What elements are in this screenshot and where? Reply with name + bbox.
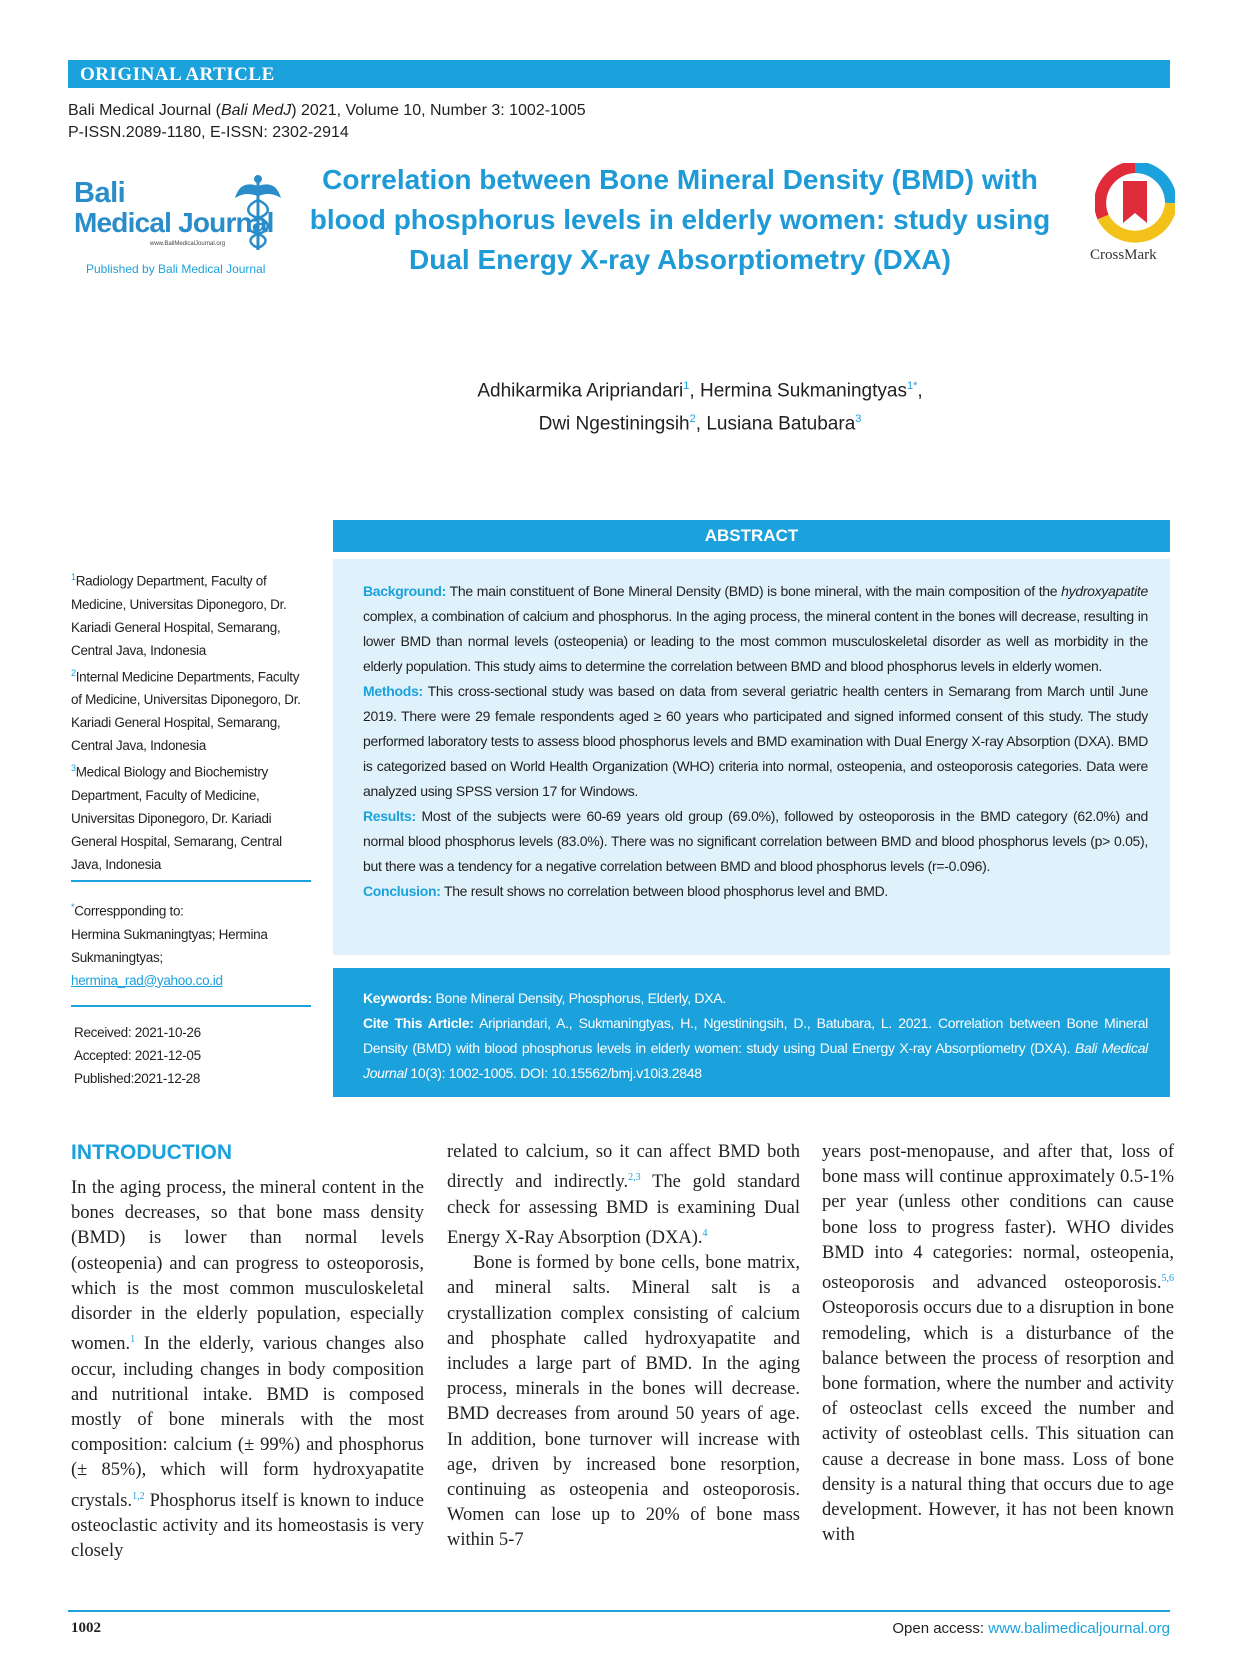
- background-text: The main constituent of Bone Mineral Density (BMD) is bone mineral, with the main composition of the: [449, 583, 1058, 599]
- body-text: In the aging process, the mineral content in the bones decreases, so that bone mass density (BMD) is lower than normal levels (osteopenia) and can progress to osteoporosis, which is the most common musculoskeletal disorder in the elderly population, especially women.: [71, 1178, 424, 1355]
- body-column-1: [71, 1176, 424, 1564]
- logo-line1: Bali: [74, 177, 126, 209]
- author-affil-ref: 3: [855, 413, 862, 426]
- cite-label: Cite This Article:: [363, 1015, 474, 1031]
- journal-info: Bali Medical Journal (Bali MedJ) 2021, Volume 10, Number 3: 1002-1005 P-ISSN.2089-1180, E-ISSN: 2302-2914: [68, 100, 586, 144]
- affiliation-2: [71, 662, 311, 758]
- affil-num: 3: [71, 763, 76, 773]
- published-by: Published by Bali Medical Journal: [86, 262, 266, 276]
- citation-ref[interactable]: 4: [702, 1227, 708, 1239]
- keywords-label: Keywords:: [363, 990, 432, 1006]
- introduction-heading: INTRODUCTION: [71, 1141, 232, 1164]
- background-text-cont: complex, a combination of calcium and phosphorus. In the aging process, the mineral content in the bones will decrease, resulting in lower BMD than normal levels (osteopenia) or leading to the most common musculoskeletal disorder as well as morbidity in the elderly population. This study aims to determine the correlation between BMD and blood phosphorus levels in elderly women.: [363, 608, 1148, 674]
- corresponding-author: [71, 896, 311, 992]
- journal-name: Bali Medical Journal: [68, 102, 212, 119]
- logo-url: www.BaliMedicalJournal.org: [150, 241, 226, 247]
- cite-doi: 10(3): 1002-1005. DOI: 10.15562/bmj.v10i3.2848: [410, 1065, 702, 1081]
- page-number: 1002: [71, 1620, 101, 1636]
- affil-text: Radiology Department, Faculty of Medicine, Universitas Diponegoro, Dr. Kariadi General Hospital, Semarang, Central Java, Indonesia: [71, 573, 287, 658]
- crossmark-icon: [1095, 163, 1175, 243]
- author-name: Adhikarmika Aripriandari: [477, 380, 684, 402]
- author-affil-ref: 1*: [906, 380, 918, 392]
- author-name: Dwi Ngestiningsih: [538, 413, 690, 435]
- article-title: Correlation between Bone Mineral Density (BMD) with blood phosphorus levels in elderly women: study using Dual Energy X-ray Absorptiometry (DXA): [309, 164, 1051, 275]
- affiliation-3: [71, 757, 311, 876]
- body-column-3: [822, 1140, 1174, 1548]
- article-type-band: [68, 60, 1170, 88]
- methods-text: This cross-sectional study was based on data from several geriatric health centers in Semarang from March until June 2019. There were 29 female respondents aged ≥ 60 years who participated and signed informed consent of this study. The study performed laboratory tests to assess blood phosphorus levels and BMD examination with Dual Energy X-ray Absorption (DXA). BMD is categorized based on World Health Organization (WHO) criteria into normal, osteopenia, and osteoporosis categories. Data were analyzed using SPSS version 17 for Windows.: [363, 683, 1148, 799]
- citation-ref[interactable]: 5,6: [1161, 1273, 1174, 1285]
- article-type: ORIGINAL ARTICLE: [80, 64, 275, 85]
- background-italic: hydroxyapatite: [1061, 583, 1148, 599]
- abstract-methods: [363, 679, 1148, 804]
- received-date: Received: 2021-10-26: [74, 1025, 201, 1040]
- body-text: Phosphorus itself is known to induce osteoclastic activity and its homeostasis is very closely: [71, 1490, 424, 1562]
- accepted-date: Accepted: 2021-12-05: [74, 1048, 201, 1063]
- body-text: related to calcium, so it can affect BMD both directly and indirectly.: [447, 1142, 800, 1193]
- citation-ref[interactable]: 1: [130, 1334, 136, 1346]
- affiliations: [71, 566, 311, 876]
- methods-label: Methods:: [363, 683, 423, 699]
- conclusion-text: The result shows no correlation between blood phosphorus level and BMD.: [443, 883, 889, 899]
- journal-issn: P-ISSN.2089-1180, E-ISSN: 2302-2914: [68, 124, 349, 141]
- journal-abbrev: Bali MedJ: [220, 102, 292, 119]
- author-name: Hermina Sukmaningtyas: [699, 380, 907, 402]
- sidebar-divider: [71, 1005, 311, 1007]
- author-name: Lusiana Batubara: [706, 413, 856, 435]
- results-label: Results:: [363, 808, 416, 824]
- journal-citation: 2021, Volume 10, Number 3: 1002-1005: [301, 102, 586, 119]
- citation-ref[interactable]: 2,3: [628, 1172, 641, 1184]
- journal-logo: [70, 178, 280, 283]
- open-access-label: Open access:: [892, 1620, 985, 1637]
- author-affil-ref: 2: [689, 413, 696, 426]
- published-date: Published:2021-12-28: [74, 1071, 201, 1086]
- cite-line: [363, 1011, 1148, 1086]
- body-text: In the elderly, various changes also occur, including changes in body composition and nutritional intake. BMD is composed mostly of bone minerals with the most composition: calcium (± 99%) and phosphorus (± 85%), which will form hydroxyapatite crystals.: [71, 1334, 424, 1511]
- body-text: Osteoporosis occurs due to a disruption in bone remodeling, which is a disturbance of the balance between the process of resorption and bone formation, where the number and activity of osteoclast cells exceed the number and activity of osteoblast cells. This situation can cause a decrease in bone mass. Loss of bone density is a natural thing that occurs due to age development. However, it has not been known with: [822, 1298, 1174, 1546]
- footer-rule: [68, 1610, 1170, 1612]
- sidebar-divider: [71, 880, 311, 882]
- corr-email-link[interactable]: hermina_rad@yahoo.co.id: [71, 972, 223, 988]
- cite-text: Aripriandari, A., Sukmaningtyas, H., Ngestiningsih, D., Batubara, L. 2021. Correlation between Bone Mineral Density (BMD) with blood phosphorus levels in elderly women: study using Dual Energy X-ray Absorptiometry (DXA).: [363, 1015, 1148, 1056]
- keywords-box: [333, 968, 1170, 1097]
- abstract-background: [363, 579, 1148, 679]
- body-text: The gold standard check for assessing BMD is examining Dual Energy X-Ray Absorption (DXA).: [447, 1172, 801, 1248]
- abstract-body: [333, 559, 1170, 955]
- author-affil-ref: 1: [683, 380, 690, 392]
- caduceus-icon: [235, 172, 281, 252]
- affil-text: Internal Medicine Departments, Faculty of Medicine, Universitas Diponegoro, Dr. Kariadi General Hospital, Semarang, Central Java, Indonesia: [71, 669, 301, 753]
- keywords-line: [363, 986, 1148, 1011]
- affil-num: 2: [71, 667, 76, 678]
- abstract-heading: ABSTRACT: [333, 520, 1170, 552]
- affiliation-1: [71, 566, 311, 662]
- keywords-text: Bone Mineral Density, Phosphorus, Elderly, DXA.: [435, 990, 726, 1006]
- body-text: years post-menopause, and after that, loss of bone mass will continue approximately 0.5-1% per year (unless other conditions can cause bone loss to progress faster). WHO divides BMD into 4 categories: normal, osteopenia, osteoporosis and advanced osteoporosis.: [822, 1142, 1174, 1294]
- conclusion-label: Conclusion:: [363, 883, 441, 899]
- body-column-2: [447, 1140, 800, 1554]
- open-access: [892, 1620, 1170, 1637]
- abstract-conclusion: [363, 879, 1148, 904]
- affil-text: Medical Biology and Biochemistry Department, Faculty of Medicine, Universitas Diponegoro, Dr. Kariadi General Hospital, Semarang, Central Java, Indonesia: [71, 764, 282, 872]
- body-text: Bone is formed by bone cells, bone matrix, and mineral salts. Mineral salt is a crystallization complex consisting of calcium and phosphate called hydroxyapatite and includes a large part of BMD. In the aging process, minerals in the bones will decrease. BMD decreases from around 50 years of age. In addition, bone turnover will increase with age, driven by increased bone resorption, continuing as osteopenia and osteoporosis. Women can lose up to 20% of bone mass within 5-7: [447, 1253, 800, 1551]
- background-label: Background:: [363, 583, 447, 599]
- cite-journal: Bali Medical Journal: [363, 1040, 1148, 1081]
- corr-name: Hermina Sukmaningtyas; Hermina Sukmaningtyas;: [71, 926, 268, 965]
- author-list: Adhikarmika Aripriandari$^1$, Hermina Sukmaningtyas$^{1*}$, Dwi Ngestiningsih$^2$, Lusiana Batubara$^3$: [477, 380, 923, 435]
- abstract-results: [363, 804, 1148, 879]
- crossmark-label: CrossMark: [1090, 247, 1157, 263]
- citation-ref[interactable]: 1,2: [132, 1490, 145, 1502]
- corr-label: Correspponding to:: [74, 903, 184, 919]
- logo-line2: Medical Journal: [74, 207, 274, 238]
- affil-num: 1: [71, 572, 76, 582]
- crossmark-badge[interactable]: [1090, 163, 1175, 273]
- corr-mark: *: [71, 902, 75, 912]
- journal-url-link[interactable]: www.balimedicaljournal.org: [988, 1620, 1170, 1637]
- results-text: Most of the subjects were 60-69 years old group (69.0%), followed by osteoporosis in the BMD category (62.0%) and normal blood phosphorus levels (83.0%). There was no significant correlation between BMD and blood phosphorus levels (p> 0.05), but there was a tendency for a negative correlation between BMD and blood phosphorus levels (r=-0.096).: [363, 808, 1149, 874]
- article-dates: [74, 1021, 201, 1090]
